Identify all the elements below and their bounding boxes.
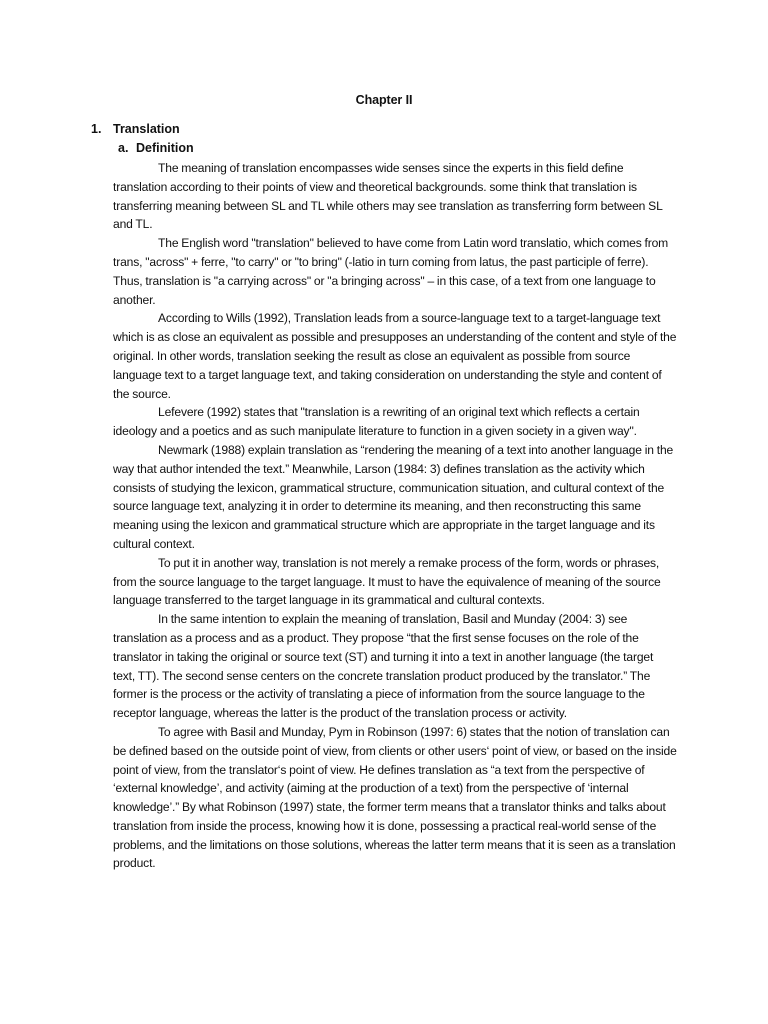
paragraph: To agree with Basil and Munday, Pym in Robinson (1997: 6) states that the notion of translation can be defined based on the outside point of view, from clients or other users‘ point of view, or based on the inside point of view, from the translator‘s point of view. He defines translation as “a text from the perspective of ‘external knowledge’, and activity (aiming at the production of a text) from the perspective of ‘internal knowledge’.” By what Robinson (1997) state, the former term means that a translator thinks and talks about translation from inside the process, knowing how it is done, possessing a practical real-world sense of the problems, and the limitations on those solutions, whereas the latter term means that it is seen as a translation product. xyxy=(113,724,677,871)
paragraph: In the same intention to explain the meaning of translation, Basil and Munday (2004: 3) see translation as a process and as a product. They propose “that the first sense focuses on the role of the translator in taking the original or source text (ST) and turning it into a text in another language (the target text, TT). The second sense centers on the concrete translation product produced by the translator.” The former is the process or the activity of translating a piece of information from the source language to the receptor language, whereas the latter is the product of the translation process or activity. xyxy=(113,612,654,721)
paragraph: The meaning of translation encompasses wide senses since the experts in this field define translation according to their points of view and theoretical backgrounds. some think that translation is transferring meaning between SL and TL while others may see translation as transferring form between SL and TL. xyxy=(113,161,663,232)
section-title: Translation xyxy=(113,122,180,136)
paragraph: To put it in another way, translation is not merely a remake process of the form, words or phrases, from the source language to the target language. It must to have the equivalence of meaning of the source language transferred to the target language in its grammatical and cultural contexts. xyxy=(113,555,661,608)
paragraph: According to Wills (1992), Translation leads from a source-language text to a target-language text which is as close an equivalent as possible and presupposes an understanding of the content and style of the original. In other words, translation seeking the result as close an equivalent as possible from source language text to a target language text, and taking consideration on understanding the style and content of the source. xyxy=(113,311,677,401)
section-number: 1. xyxy=(91,122,102,136)
section-heading xyxy=(91,122,180,136)
paragraph: Newmark (1988) explain translation as “rendering the meaning of a text into another language in the way that author intended the text.” Meanwhile, Larson (1984: 3) defines translation as the activity which consists of studying the lexicon, grammatical structure, communication situation, and cultural context of the source language text, analyzing it in order to determine its meaning, and then reconstructing this same meaning using the lexicon and grammatical structure which are appropriate in the target language and its cultural context. xyxy=(113,442,674,551)
chapter-title: Chapter II xyxy=(355,93,413,107)
subsection-title: Definition xyxy=(136,141,194,155)
paragraph: Lefevere (1992) states that "translation is a rewriting of an original text which reflects a certain ideology and a poetics and as such manipulate literature to function in a given society in a given way". xyxy=(113,405,640,439)
paragraph: The English word "translation" believed to have come from Latin word translatio, which comes from trans, "across" + ferre, "to carry" or "to bring" (-latio in turn coming from latus, the past participle of ferre). Thus, translation is "a carrying across" or "a bringing across" – in this case, of a text from one language to another. xyxy=(113,236,669,307)
subsection-heading xyxy=(118,141,194,155)
subsection-letter: a. xyxy=(118,141,129,155)
body-text xyxy=(113,159,678,873)
